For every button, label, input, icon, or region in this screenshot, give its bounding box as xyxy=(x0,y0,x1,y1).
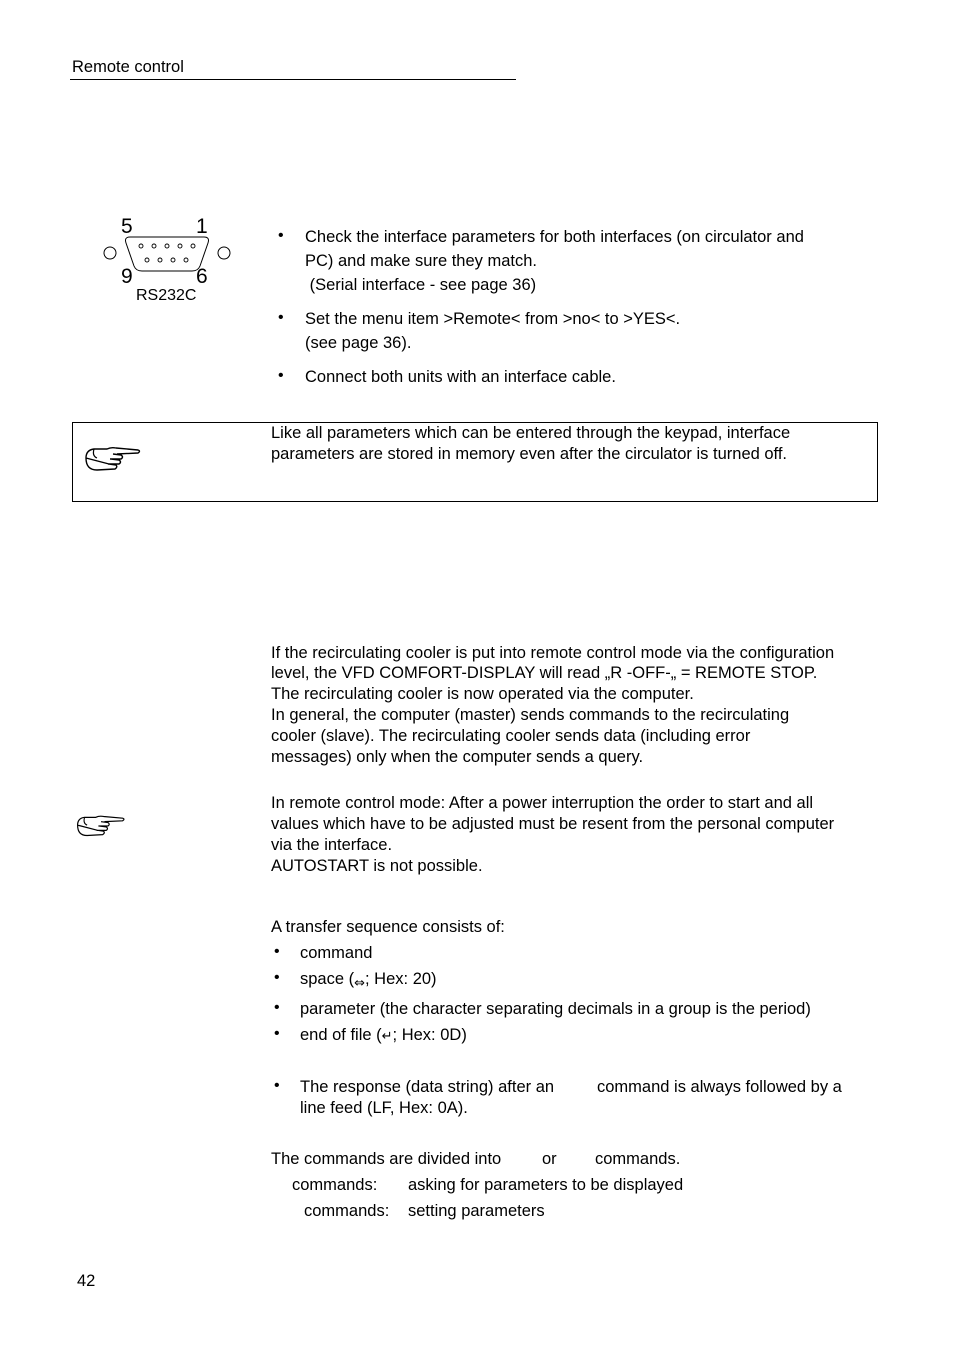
bullet-marker: • xyxy=(274,943,280,960)
list-item xyxy=(300,969,437,991)
note-text-line: parameters are stored in memory even after the circulator is turned off. xyxy=(271,445,788,463)
response-text-line2: line feed (LF, Hex: 0A). xyxy=(300,1099,468,1117)
paragraph-line: messages) only when the computer sends a query. xyxy=(271,748,644,766)
command-type-description: asking for parameters to be displayed xyxy=(408,1176,684,1194)
list-item-text: end of file ( xyxy=(300,1026,382,1044)
return-symbol-icon: ↵ xyxy=(381,1029,393,1044)
header-rule xyxy=(70,79,516,80)
response-text-b: command is always followed by a xyxy=(597,1078,842,1096)
list-item-line: (see page 36). xyxy=(305,334,412,352)
bullet-marker: • xyxy=(278,227,284,244)
command-type-description: setting parameters xyxy=(408,1202,545,1220)
pointing-hand-icon xyxy=(75,812,127,840)
bullet-marker: • xyxy=(274,1025,280,1042)
bullet-marker: • xyxy=(274,969,280,986)
list-item-line: Check the interface parameters for both interfaces (on circulator and xyxy=(305,228,804,246)
paragraph-line: The recirculating cooler is now operated via the computer. xyxy=(271,685,694,703)
paragraph-line: AUTOSTART is not possible. xyxy=(271,857,483,875)
response-text-a: The response (data string) after an xyxy=(300,1078,555,1096)
list-item xyxy=(300,1025,467,1047)
list-item: parameter (the character separating decimals in a group is the period) xyxy=(300,1000,811,1018)
commands-divided-end: commands. xyxy=(595,1150,681,1168)
bullet-marker: • xyxy=(274,999,280,1016)
running-header: Remote control xyxy=(72,58,184,76)
list-item-line: (Serial interface - see page 36) xyxy=(305,276,537,294)
transfer-intro: A transfer sequence consists of: xyxy=(271,918,505,936)
pin-label-6: 6 xyxy=(196,265,208,288)
list-item-text: ; Hex: 20) xyxy=(365,970,437,988)
paragraph-line: level, the VFD COMFORT-DISPLAY will read „R -OFF-„ = REMOTE STOP. xyxy=(271,664,818,682)
paragraph-line: cooler (slave). The recirculating cooler sends data (including error xyxy=(271,727,751,745)
pointing-hand-icon xyxy=(83,444,143,474)
connector-label: RS232C xyxy=(136,287,197,304)
space-symbol-icon: ⇔ xyxy=(354,976,366,991)
list-item-line: Connect both units with an interface cable. xyxy=(305,368,616,386)
command-type-label: commands: xyxy=(304,1202,390,1220)
bullet-marker: • xyxy=(278,309,284,326)
page-number: 42 xyxy=(77,1272,96,1290)
bullet-marker: • xyxy=(274,1077,280,1094)
paragraph-line: If the recirculating cooler is put into remote control mode via the configuration xyxy=(271,644,835,662)
commands-divided-or: or xyxy=(542,1150,557,1168)
pin-label-5: 5 xyxy=(121,215,133,238)
list-item-line: Set the menu item >Remote< from >no< to >YES<. xyxy=(305,310,681,328)
paragraph-line: In general, the computer (master) sends commands to the recirculating xyxy=(271,706,790,724)
list-item-text: space ( xyxy=(300,970,355,988)
bullet-marker: • xyxy=(278,367,284,384)
list-item: command xyxy=(300,944,373,962)
paragraph-line: via the interface. xyxy=(271,836,393,854)
commands-divided-text: The commands are divided into xyxy=(271,1150,502,1168)
list-item-line: PC) and make sure they match. xyxy=(305,252,538,270)
paragraph-line: values which have to be adjusted must be resent from the personal computer xyxy=(271,815,835,833)
command-type-label: commands: xyxy=(292,1176,378,1194)
list-item-text: ; Hex: 0D) xyxy=(392,1026,467,1044)
note-text-line: Like all parameters which can be entered through the keypad, interface xyxy=(271,424,791,442)
pin-label-1: 1 xyxy=(196,215,208,238)
pin-label-9: 9 xyxy=(121,265,133,288)
paragraph-line: In remote control mode: After a power interruption the order to start and all xyxy=(271,794,814,812)
